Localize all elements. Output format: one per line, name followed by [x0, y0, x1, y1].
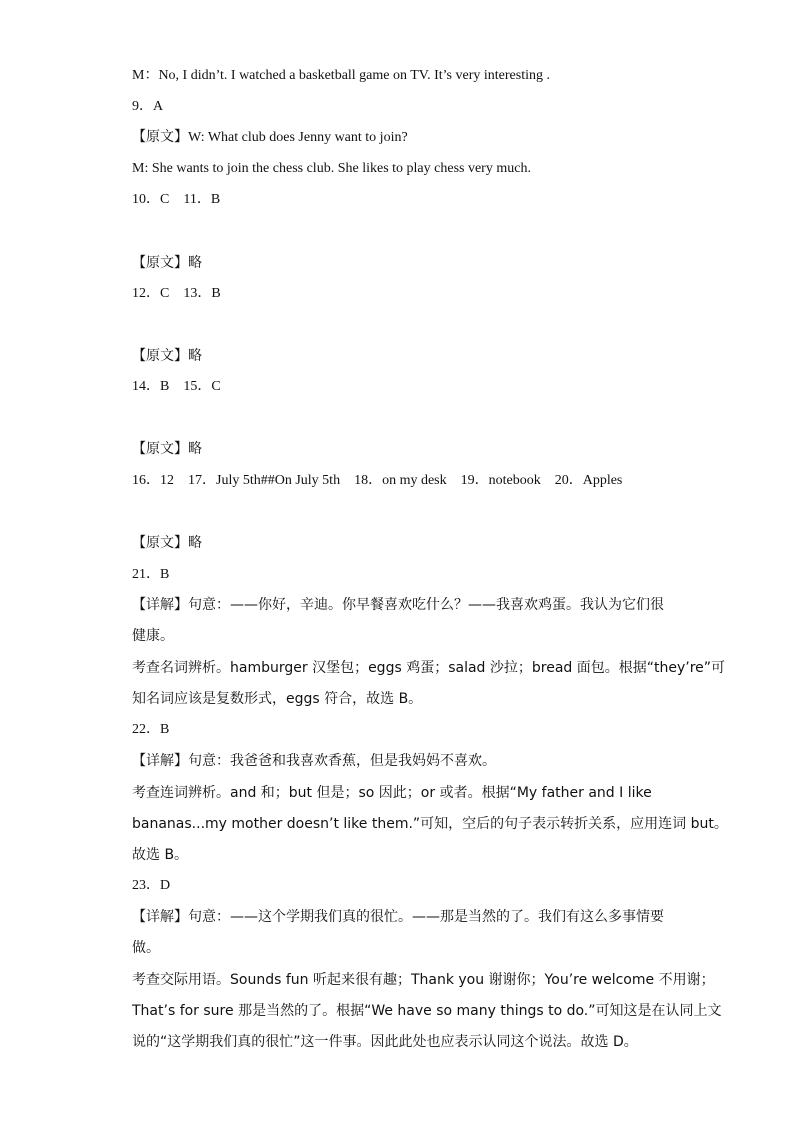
explanation-line: 故选 B。	[132, 847, 189, 863]
original-text-line: 【原文】略	[132, 348, 202, 364]
answer-line: 23．D	[132, 878, 171, 893]
explanation-line: 知名词应该是复数形式，eggs 符合，故选 B。	[132, 691, 423, 707]
explanation-line: 【详解】句意：我爸爸和我喜欢香蕉，但是我妈妈不喜欢。	[132, 753, 496, 769]
answer-line: 12．C 13．B	[132, 286, 221, 301]
answer-line: 22．B	[132, 722, 170, 737]
explanation-line: 说的“这学期我们真的很忙”这一件事。因此此处也应表示认同这个说法。故选 D。	[132, 1034, 638, 1050]
original-text-line: 【原文】略	[132, 535, 202, 551]
answer-line: 9．A	[132, 99, 164, 114]
answer-line: 16．12 17．July 5th##On July 5th 18．on my desk 19．notebook 20．Apples	[132, 473, 623, 488]
original-text-line: 【原文】略	[132, 255, 202, 271]
original-text-line: 【原文】略	[132, 441, 202, 457]
explanation-line: 【详解】句意：——你好，辛迪。你早餐喜欢吃什么？——我喜欢鸡蛋。我认为它们很	[132, 597, 664, 613]
explanation-line: 考查交际用语。Sounds fun 听起来很有趣；Thank you 谢谢你；You’re welcome 不用谢；	[132, 972, 715, 988]
answer-line: 21．B	[132, 567, 170, 582]
explanation-line: 【详解】句意：——这个学期我们真的很忙。——那是当然的了。我们有这么多事情要	[132, 909, 664, 925]
dialogue-line: M: She wants to join the chess club. She likes to play chess very much.	[132, 161, 531, 176]
explanation-line: bananas...my mother doesn’t like them.”可知，空后的句子表示转折关系，应用连词 but。	[132, 816, 728, 832]
answer-line: 14．B 15．C	[132, 379, 221, 394]
answer-line: 10．C 11．B	[132, 192, 221, 207]
explanation-line: 做。	[132, 940, 160, 956]
explanation-line: 健康。	[132, 628, 174, 644]
original-text-line: 【原文】W: What club does Jenny want to join?	[132, 130, 408, 145]
explanation-line: 考查名词辨析。hamburger 汉堡包；eggs 鸡蛋；salad 沙拉；bread 面包。根据“they’re”可	[132, 660, 726, 676]
explanation-line: That’s for sure 那是当然的了。根据“We have so many things to do.”可知这是在认同上文	[132, 1003, 722, 1019]
explanation-line: 考查连词辨析。and 和；but 但是；so 因此；or 或者。根据“My father and I like	[132, 785, 652, 801]
dialogue-line: M：No, I didn’t. I watched a basketball game on TV. It’s very interesting .	[132, 68, 550, 83]
